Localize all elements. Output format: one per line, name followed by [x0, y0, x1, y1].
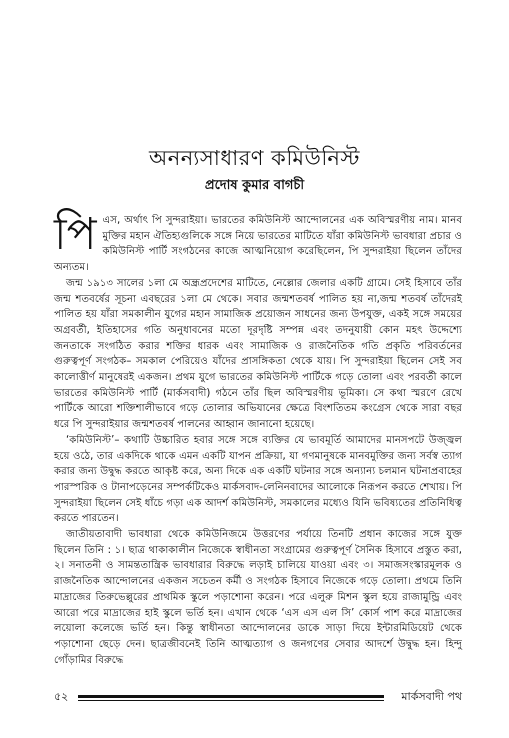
page-number: ৫২ — [54, 690, 69, 703]
footer-rule — [78, 695, 384, 698]
journal-name: মার্কসবাদী পথ — [401, 690, 462, 703]
article-body — [54, 209, 462, 668]
drop-cap: পি — [54, 209, 97, 260]
paragraph-1-text: এস, অর্থাৎ পি সুন্দরাইয়া। ভারতের কমিউনিস্ট আন্দোলনের এক অবিস্মরণীয় নাম। মানব মুক্তির মহান ঐতিহ্যগুলিকে সঙ্গে নিয়ে ভারতের মাটিতে যাঁরা কমিউনিস্ট ভাবধারা প্রচার ও কমিউনিস্ট পার্টি সংগঠনের কাজে আত্মনিয়োগ করেছিলেন, পি সুন্দরাইয়া ছিলেন তাঁদের অন্যতম। — [54, 215, 462, 274]
article-author: প্রদোষ কুমার বাগচী — [204, 178, 305, 193]
footer-rule-thin — [78, 700, 384, 701]
article-title: অনন্যসাধারণ কমিউনিস্ট — [149, 146, 360, 170]
paragraph-2: জন্ম ১৯১৩ সালের ১লা মে অন্ধ্রপ্রদেশের মাটিতে, নেল্লোর জেলার একটি গ্রামে। সেই হিসাবে তাঁর জন্ম শতবর্ষের সূচনা এবছরের ১লা মে থেকে। সবার জন্মশতবর্ষ পালিত হয় না,জন্ম শতবর্ষ তাঁদেরই পালিত হয় যাঁরা সমকালীন যুগের মহান সামাজিক প্রয়োজন সাধনের জন্য উপযুক্ত, একই সঙ্গে সময়ের অগ্রবর্তী, ইতিহাসের গতি অনুধাবনের মতো দূরদৃষ্টি সম্পন্ন এবং তদনুযায়ী কোন মহৎ উদ্দেশ্যে জনতাকে সংগঠিত করার শক্তির ধারক এবং সামাজিক ও রাজনৈতিক গতি প্রকৃতি পরিবর্তনের গুরুত্বপূর্ণ সংগঠক– সমকাল পেরিয়েও যাঁদের প্রাসঙ্গিকতা থেকে যায়। পি সুন্দরাইয়া ছিলেন সেই সব কালোত্তীর্ণ মানুষেরই একজন। প্রথম যুগে ভারতের কমিউনিস্ট পার্টিকে গড়ে তোলা এবং পরবর্তী কালে ভারতের কমিউনিস্ট পার্টি (মার্কসবাদী) গঠনে তাঁর ছিল অবিস্মরণীয় ভূমিকা। সে কথা স্মরণে রেখে পার্টিকে আরো শক্তিশালীভাবে গড়ে তোলার অভিযানের ক্ষেত্রে বিংশতিতম কংগ্রেস থেকে সারা বছর ধরে পি সুন্দরাইয়ার জন্মশতবর্ষ পালনের আহ্বান জানানো হয়েছে। — [54, 277, 462, 431]
paragraph-3: ‘কমিউনিস্ট’– কথাটি উচ্চারিত হবার সঙ্গে সঙ্গে ব্যক্তির যে ভাবমূর্তি আমাদের মানসপটে উজ্জ্বল হয়ে ওঠে, তার একদিকে থাকে এমন একটি যাপন প্রক্রিয়া, যা গণমানুষকে মানবমুক্তির জন্য সর্বস্ব ত্যাগ করার জন্য উদ্বুদ্ধ করতে আকৃষ্ট করে, অন্য দিকে এক একটি ঘটনার সঙ্গে অন্যান্য চলমান ঘটনাপ্রবাহের পারস্পরিক ও টানাপড়েনের সম্পর্কটিকেও মার্কসবাদ-লেনিনবাদের আলোকে নিরূপন করতে শেখায়। পি সুন্দরাইয়া ছিলেন সেই ধাঁচে গড়া এক আদর্শ কমিউনিস্ট, সমকালের মধ্যেও যিনি ভবিষ্যতের প্রতিনিধিত্ব করতে পারতেন। — [54, 434, 462, 525]
page-footer — [54, 688, 462, 706]
paragraph-4: জাতীয়তাবাদী ভাবধারা থেকে কমিউনিজমে উত্তরণের পর্যায়ে তিনটি প্রধান কাজের সঙ্গে যুক্ত ছিলেন তিনি : ১। ছাত্র থাকাকালীন নিজেকে স্বাধীনতা সংগ্রামের গুরুত্বপূর্ণ সৈনিক হিসাবে প্রস্তুত করা, ২। সনাতনী ও সামন্ততান্ত্রিক ভাবধারার বিরুদ্ধে লড়াই চালিয়ে যাওয়া এবং ৩। সমাজসংস্কারমূলক ও রাজনৈতিক আন্দোলনের একজন সচেতন কর্মী ও সংগঠক হিসাবে নিজেকে গড়ে তোলা। প্রথমে তিনি মাদ্রাজের তিরুভেল্লুরের প্রাথমিক স্কুলে পড়াশোনা করেন। পরে এলুরু মিশন স্কুল হয়ে রাজামুন্ড্রি এবং আরো পরে মাদ্রাজের হাই স্কুলে ভর্তি হন। এখান থেকে ‘এস এস এল সি’ কোর্স পাশ করে মাদ্রাজের লয়োলা কলেজে ভর্তি হন। কিন্তু স্বাধীনতা আন্দোলনের ডাকে সাড়া দিয়ে ইন্টারমিডিয়েট থেকে পড়াশোনা ছেড়ে দেন। ছাত্রজীবনেই তিনি আত্মত্যাগ ও জনগণের সেবার আদর্শে উদ্বুদ্ধ হন। হিন্দু গোঁড়ামির বিরুদ্ধে — [54, 529, 462, 666]
paragraph-1 — [54, 209, 462, 276]
